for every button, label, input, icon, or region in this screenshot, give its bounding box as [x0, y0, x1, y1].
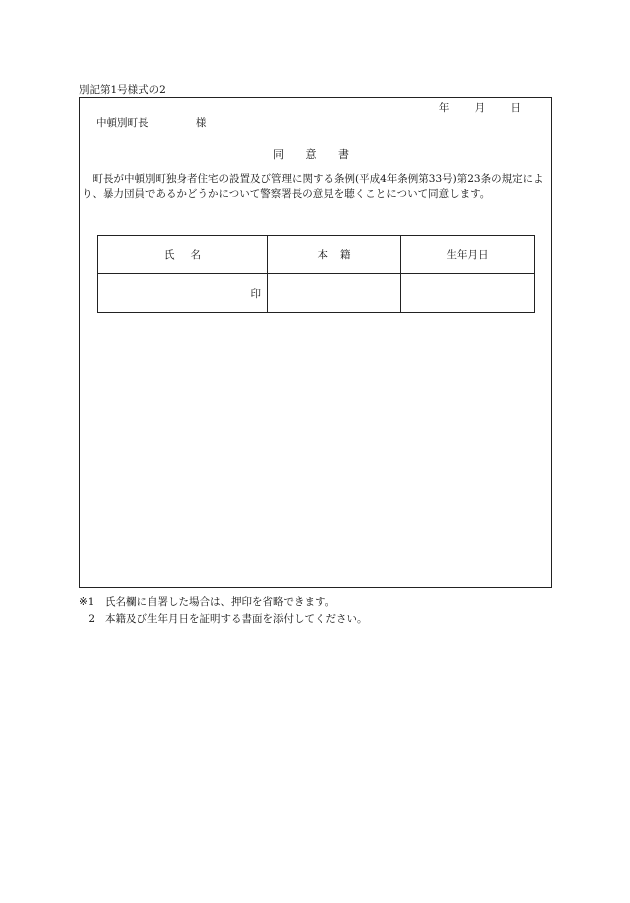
note-item: [79, 611, 368, 628]
consent-body-text: 町長が中頓別町独身者住宅の設置及び管理に関する条例(平成4年条例第33号)第23条の規定により、暴力団員であるかどうかについて警察署長の意見を聴くことについて同意します。: [82, 173, 544, 200]
form-label: 別記第1号様式の2: [79, 84, 166, 96]
name-field[interactable]: [98, 274, 268, 313]
header-birthdate: 生年月日: [401, 236, 535, 274]
date-day-unit: 日: [510, 102, 521, 114]
consent-form-frame: [79, 97, 552, 588]
addressee-name: 中頓別町長: [96, 117, 149, 129]
note-text: 氏名欄に自署した場合は、押印を省略できます。: [105, 596, 336, 608]
applicant-info-table: [97, 235, 535, 313]
seal-mark: 印: [250, 287, 261, 300]
note-text: 本籍及び生年月日を証明する書面を添付してください。: [105, 613, 368, 625]
note-marker: ※1: [79, 596, 95, 608]
date-month-unit: 月: [474, 102, 486, 114]
domicile-field[interactable]: [268, 274, 401, 313]
birthdate-field[interactable]: [401, 274, 535, 313]
addressee: [96, 115, 206, 130]
note-item: [79, 594, 368, 611]
table-header-row: [98, 236, 535, 274]
addressee-honorific: 様: [195, 117, 207, 129]
date-year-unit: 年: [438, 102, 450, 114]
date-line: [439, 100, 521, 115]
header-domicile: 本籍: [268, 236, 401, 274]
header-name: 氏名: [98, 236, 268, 274]
table-row: [98, 274, 535, 313]
note-marker: 2: [88, 613, 95, 625]
notes: [79, 594, 368, 628]
document-title: 同 意 書: [273, 148, 358, 161]
